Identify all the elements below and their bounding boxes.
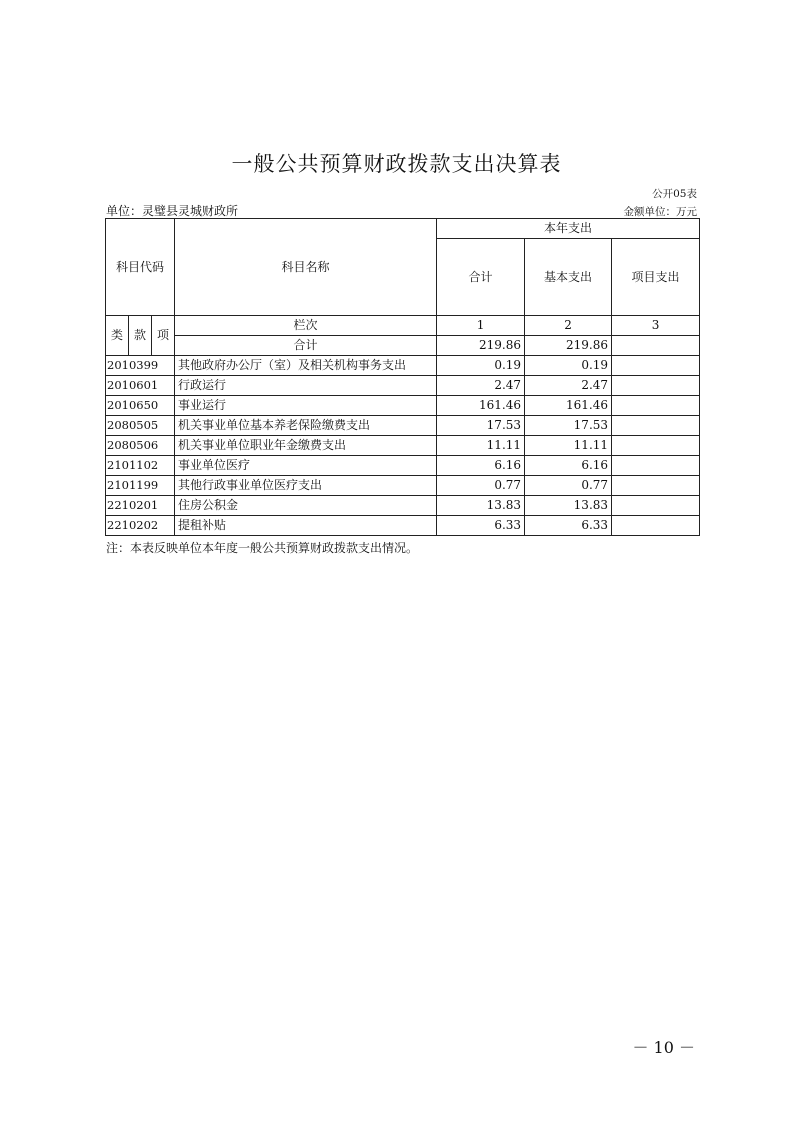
row-project xyxy=(612,356,700,376)
row-basic: 2.47 xyxy=(525,376,612,396)
row-name: 其他行政事业单位医疗支出 xyxy=(175,476,437,496)
header-row-1 xyxy=(106,219,700,239)
col-index-2: 2 xyxy=(525,316,612,336)
row-code: 2101102 xyxy=(106,456,175,476)
total-label: 合计 xyxy=(175,336,437,356)
row-basic: 6.16 xyxy=(525,456,612,476)
header-code: 科目代码 xyxy=(106,219,175,316)
page-number: － 10 － xyxy=(632,1038,695,1057)
row-basic: 17.53 xyxy=(525,416,612,436)
amount-unit-label: 金额单位：万元 xyxy=(623,206,697,218)
table-row xyxy=(106,436,700,456)
row-basic: 6.33 xyxy=(525,516,612,536)
row-basic: 0.19 xyxy=(525,356,612,376)
row-total: 13.83 xyxy=(437,496,525,516)
row-total: 11.11 xyxy=(437,436,525,456)
row-project xyxy=(612,496,700,516)
row-project xyxy=(612,396,700,416)
header-xiang: 项 xyxy=(152,316,175,356)
unit-label: 单位：灵璧县灵城财政所 xyxy=(106,204,239,218)
row-basic: 11.11 xyxy=(525,436,612,456)
row-total: 17.53 xyxy=(437,416,525,436)
header-total: 合计 xyxy=(437,239,525,316)
total-value: 219.86 xyxy=(437,336,525,356)
row-name: 事业运行 xyxy=(175,396,437,416)
table-row xyxy=(106,456,700,476)
header-kuan: 款 xyxy=(129,316,152,356)
header-lanci: 栏次 xyxy=(175,316,437,336)
row-name: 机关事业单位基本养老保险缴费支出 xyxy=(175,416,437,436)
table-row xyxy=(106,496,700,516)
total-basic: 219.86 xyxy=(525,336,612,356)
header-basic: 基本支出 xyxy=(525,239,612,316)
row-name: 事业单位医疗 xyxy=(175,456,437,476)
table-row xyxy=(106,376,700,396)
row-name: 住房公积金 xyxy=(175,496,437,516)
header-name: 科目名称 xyxy=(175,219,437,316)
row-code: 2210201 xyxy=(106,496,175,516)
row-code: 2010601 xyxy=(106,376,175,396)
row-project xyxy=(612,436,700,456)
row-total: 161.46 xyxy=(437,396,525,416)
table-note: 注：本表反映单位本年度一般公共预算财政拨款支出情况。 xyxy=(106,541,419,555)
row-total: 6.33 xyxy=(437,516,525,536)
row-code: 2080505 xyxy=(106,416,175,436)
row-total: 0.19 xyxy=(437,356,525,376)
row-total: 6.16 xyxy=(437,456,525,476)
table-row xyxy=(106,516,700,536)
row-code: 2080506 xyxy=(106,436,175,456)
row-total: 2.47 xyxy=(437,376,525,396)
row-basic: 0.77 xyxy=(525,476,612,496)
col-index-3: 3 xyxy=(612,316,700,336)
total-row xyxy=(106,336,700,356)
table-row xyxy=(106,396,700,416)
form-number: 公开05表 xyxy=(652,188,697,200)
expenditure-table xyxy=(105,218,700,536)
row-project xyxy=(612,456,700,476)
row-name: 其他政府办公厅（室）及相关机构事务支出 xyxy=(175,356,437,376)
header-current-year: 本年支出 xyxy=(437,219,700,239)
lanci-row xyxy=(106,316,700,336)
col-index-1: 1 xyxy=(437,316,525,336)
row-name: 提租补贴 xyxy=(175,516,437,536)
row-code: 2010650 xyxy=(106,396,175,416)
row-project xyxy=(612,476,700,496)
row-name: 行政运行 xyxy=(175,376,437,396)
header-project: 项目支出 xyxy=(612,239,700,316)
page-title: 一般公共预算财政拨款支出决算表 xyxy=(231,152,562,176)
row-project xyxy=(612,376,700,396)
row-project xyxy=(612,416,700,436)
row-code: 2210202 xyxy=(106,516,175,536)
header-lei: 类 xyxy=(106,316,129,356)
total-project xyxy=(612,336,700,356)
row-name: 机关事业单位职业年金缴费支出 xyxy=(175,436,437,456)
row-project xyxy=(612,516,700,536)
table-row xyxy=(106,356,700,376)
row-total: 0.77 xyxy=(437,476,525,496)
table-row xyxy=(106,416,700,436)
row-code: 2101199 xyxy=(106,476,175,496)
row-basic: 13.83 xyxy=(525,496,612,516)
row-basic: 161.46 xyxy=(525,396,612,416)
table-row xyxy=(106,476,700,496)
row-code: 2010399 xyxy=(106,356,175,376)
